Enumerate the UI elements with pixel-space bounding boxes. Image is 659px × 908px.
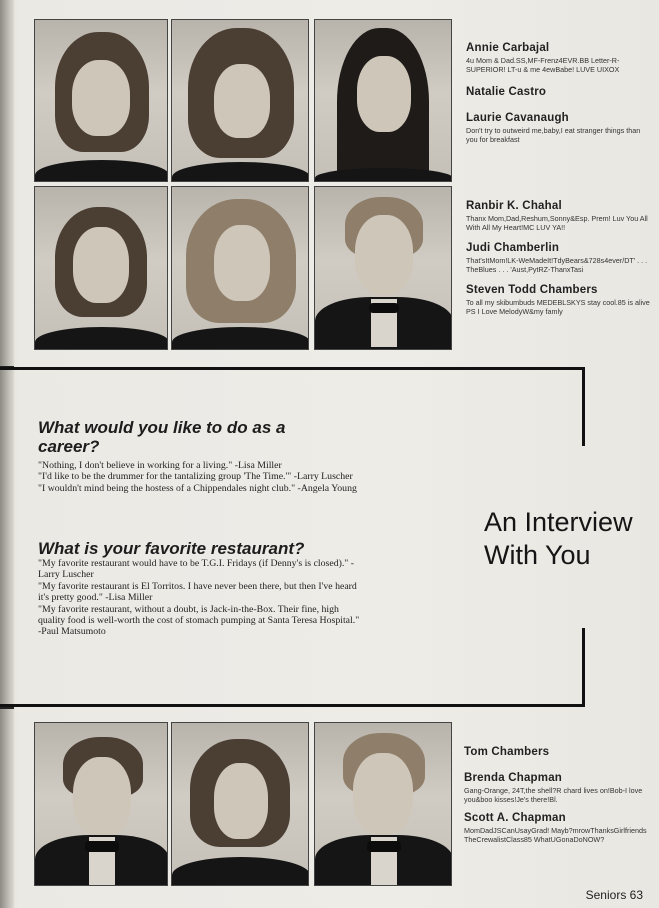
portrait-photo [34,722,168,886]
student-name: Natalie Castro [466,86,547,98]
section-title [484,506,633,572]
student-name: Brenda Chapman [464,772,563,784]
student-quote: 4u Mom & Dad.SS,MF-Frenz4EVR.BB Letter-R-SUPERIOR! LT-u & me 4ewBabe! LUVE UIXOX [466,56,620,74]
interview-frame-bottom [0,628,585,707]
portrait-photo [171,186,309,350]
title-line: An Interview [484,507,633,537]
student-quote: Gang-Orange, 24T,the shell?R chard lives on!Bob-I love you&boo kisses!Je's there!Bl. [464,786,643,804]
answers-block [38,558,362,638]
caption-column-row2 [466,200,652,316]
answer-text: "My favorite restaurant would have to be T.G.I. Fridays (if Denny's is closed)." -Larry Luscher [38,558,355,581]
student-quote: That'sItMom!LK-WeMadeIt!TdyBears&728s4ever/DT' . . . TheBlues . . . 'Aust,PytRZ-ThanxTasi [466,256,648,274]
student-name: Steven Todd Chambers [466,284,598,296]
page-number: Seniors 63 [585,888,643,902]
portrait-photo [34,186,168,350]
student-quote: MomDadJSCanUsayGrad! Mayb?mrowThanksGirlfriends TheCrewalistClass85 WhatUGonaDoNOW? [464,826,647,844]
question-heading: What is your favorite restaurant? [38,539,305,558]
student-name: Judi Chamberlin [466,242,560,254]
portrait-photo [314,722,452,886]
student-quote: Thanx Mom,Dad,Reshum,Sonny&Esp. Prem! Luv You All With All My Heart!MC LUV YA!! [466,214,648,232]
portrait-photo [171,19,309,182]
student-name: Ranbir K. Chahal [466,200,562,212]
portrait-photo [34,19,168,182]
answer-text: "I'd like to be the drummer for the tantalizing group 'The Time.'" -Larry Luscher [38,471,353,483]
title-line: With You [484,540,591,570]
answer-text: "My favorite restaurant is El Torritos. I have never been there, but then I've heard it's pretty good." -Lisa Miller [38,580,357,604]
answers-block [38,460,362,494]
question-heading: What would you like to do as a career? [38,418,286,456]
answer-text: "Nothing, I don't believe in working for a living." -Lisa Miller [38,460,282,471]
portrait-photo [314,19,452,182]
portrait-photo [314,186,452,350]
student-name: Annie Carbajal [466,42,550,54]
answer-text: "My favorite restaurant, without a doubt, is Jack-in-the-Box. Their fine, high quality food is well-worth the cost of stomach pumping at Santa Teresa Hospital." -Paul Matsumoto [38,603,360,638]
answer-text: "I wouldn't mind being the hostess of a Chippendales night club." -Angela Young [38,482,357,494]
portrait-photo [171,722,309,886]
student-quote: Don't try to outweird me,baby,I eat stranger things than you for breakfast [466,126,641,144]
student-name: Scott A. Chapman [464,812,566,824]
student-quote: To all my skibumbuds MEDEBLSKYS stay cool.85 is alive PS I Love MelodyW&my famly [466,298,650,316]
student-name: Laurie Cavanaugh [466,112,569,124]
student-name: Tom Chambers [464,746,550,758]
caption-column-row1 [466,42,652,144]
caption-column-row3 [464,746,652,844]
page-binding [0,0,14,908]
